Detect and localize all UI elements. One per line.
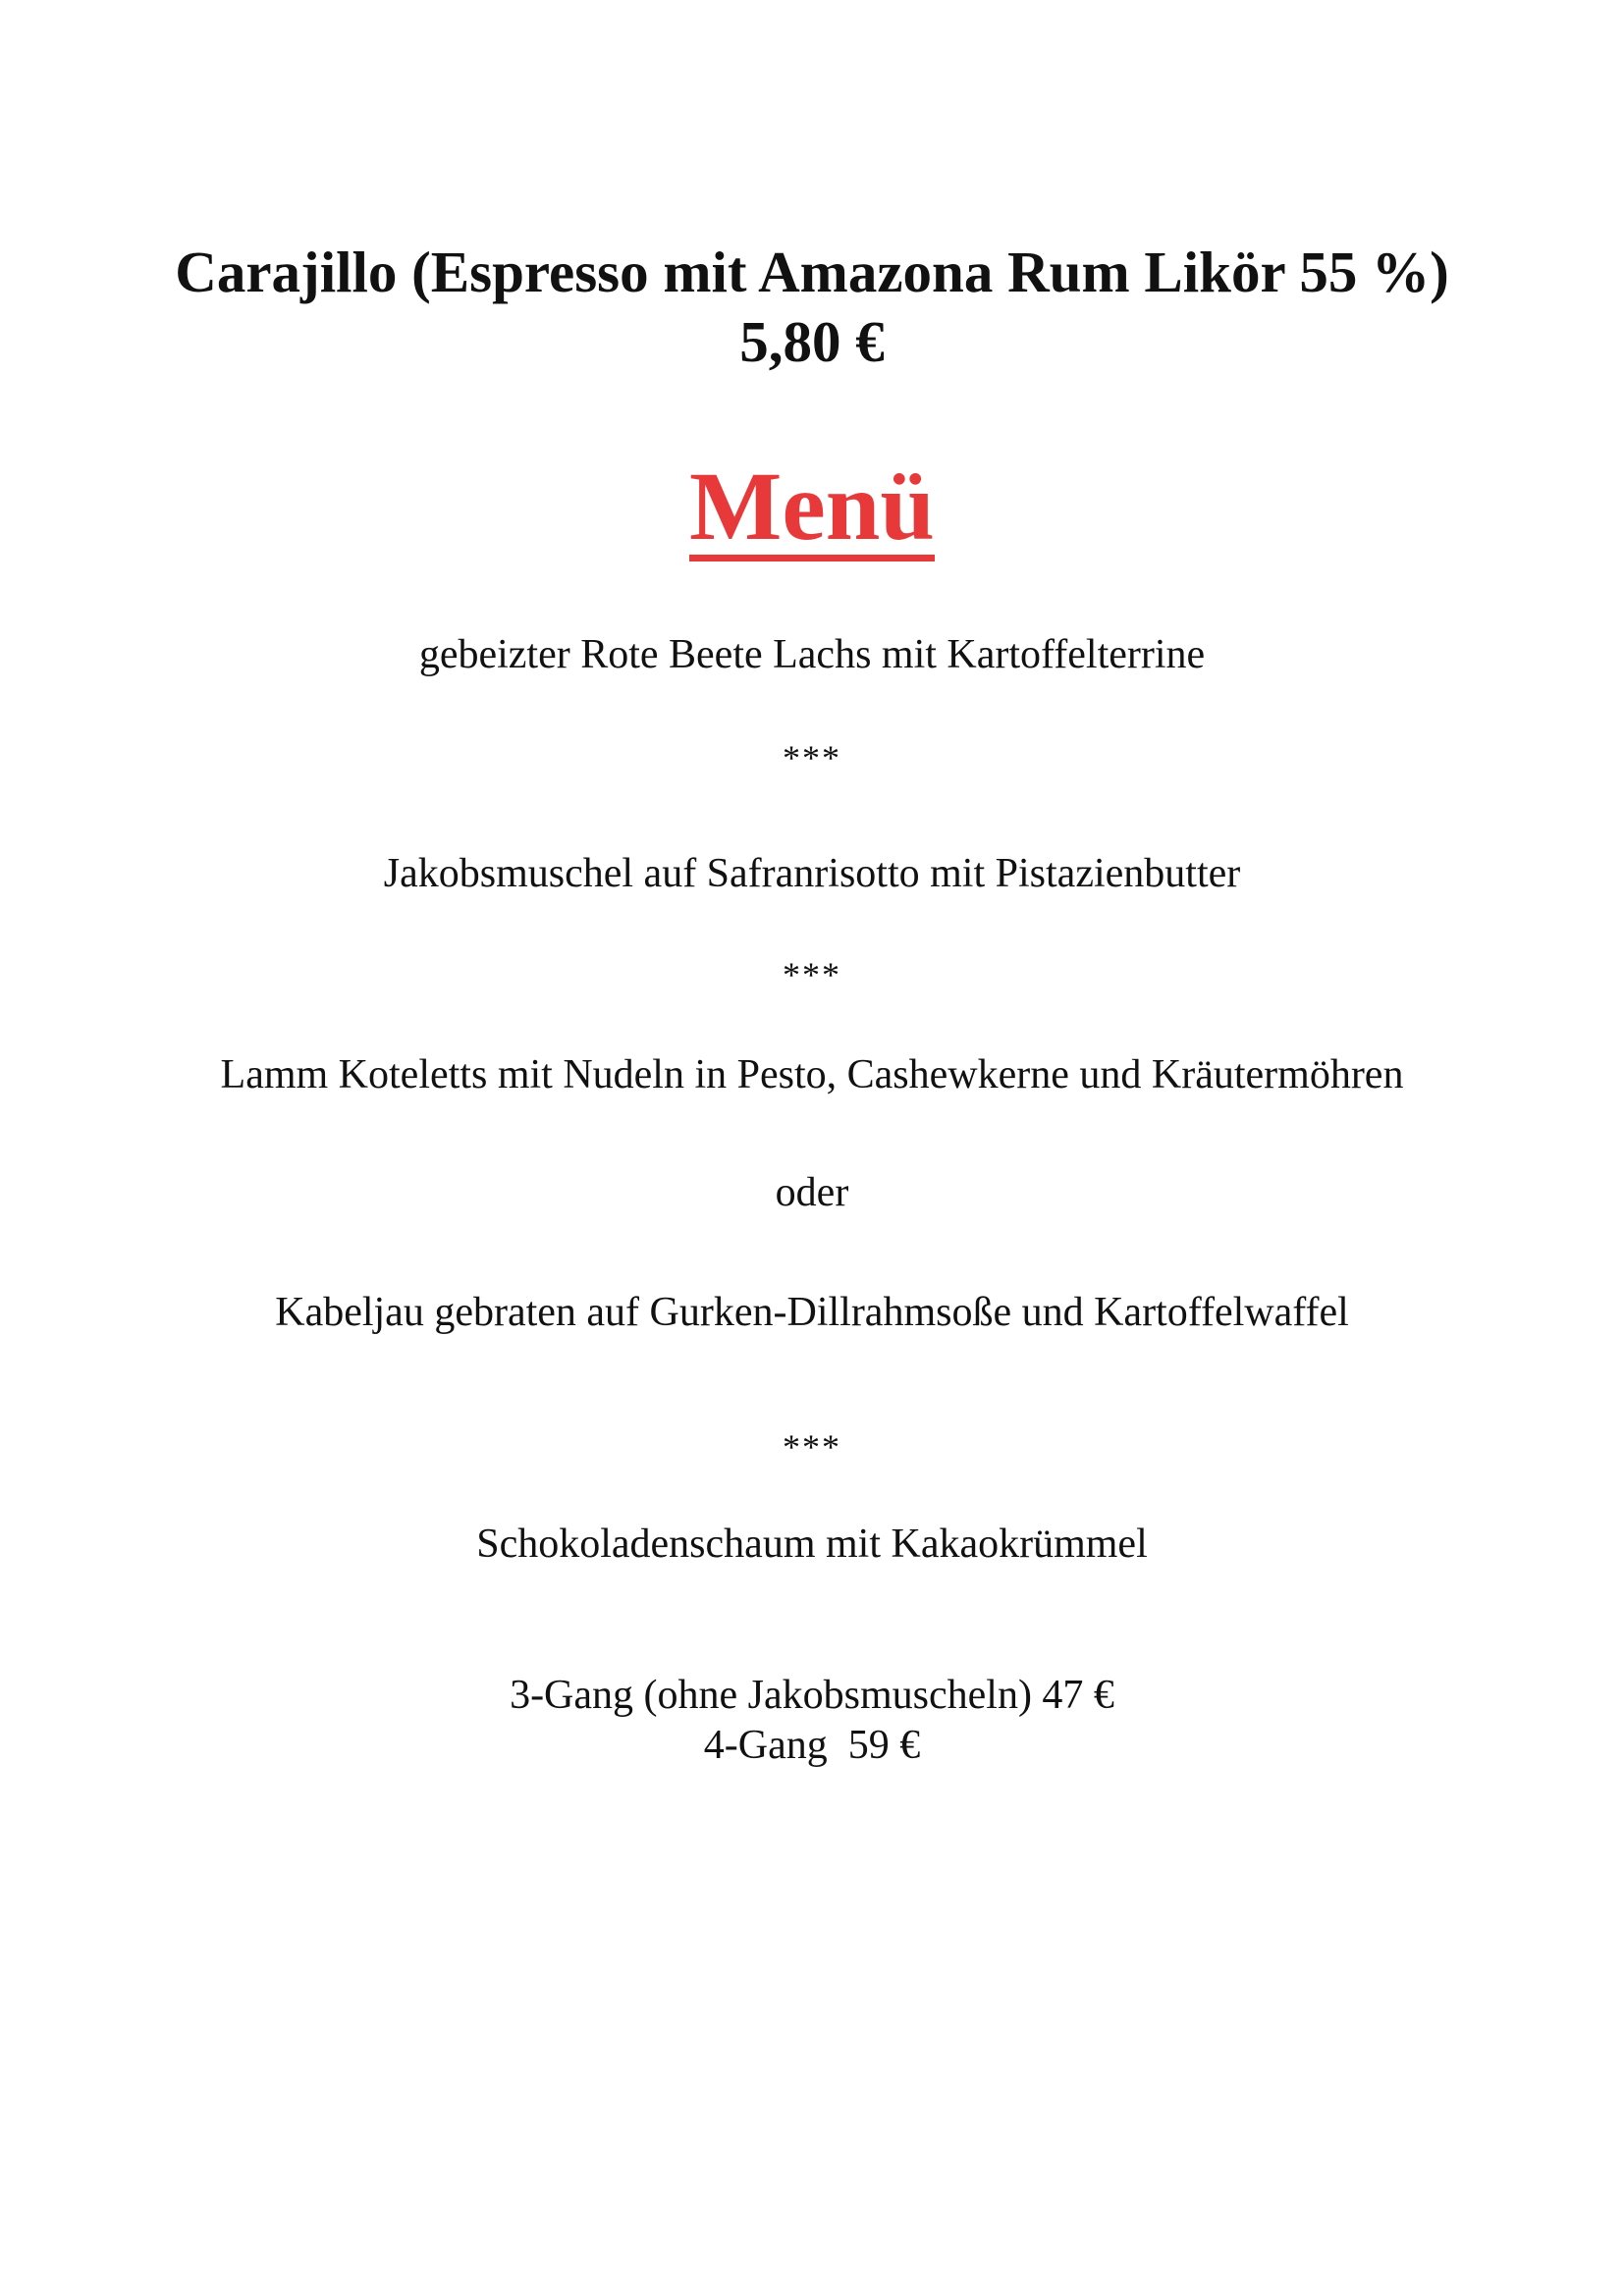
course-separator: ***	[783, 955, 841, 994]
menu-heading-text: Menü	[689, 452, 935, 561]
price-four-course: 4-Gang 59 €	[703, 1723, 921, 1768]
course-starter: gebeizter Rote Beete Lachs mit Kartoffelterrine	[418, 632, 1206, 677]
course-main-lamb: Lamm Koteletts mit Nudeln in Pesto, Cashewkerne und Kräutermöhren	[220, 1052, 1404, 1097]
price-three-course: 3-Gang (ohne Jakobsmuscheln) 47 €	[510, 1673, 1114, 1718]
course-separator: ***	[783, 1427, 841, 1467]
menu-heading	[0, 450, 1624, 563]
course-dessert: Schokoladenschaum mit Kakaokrümmel	[476, 1522, 1148, 1567]
drink-price: 5,80 €	[739, 309, 885, 374]
course-separator: ***	[783, 738, 841, 777]
course-main-cod: Kabeljau gebraten auf Gurken-Dillrahmsoße und Kartoffelwaffel	[275, 1290, 1349, 1335]
drink-title: Carajillo (Espresso mit Amazona Rum Likör 55 %)	[175, 240, 1449, 304]
course-intermediate: Jakobsmuschel auf Safranrisotto mit Pistazienbutter	[383, 851, 1241, 896]
course-alternative-word: oder	[775, 1170, 849, 1215]
